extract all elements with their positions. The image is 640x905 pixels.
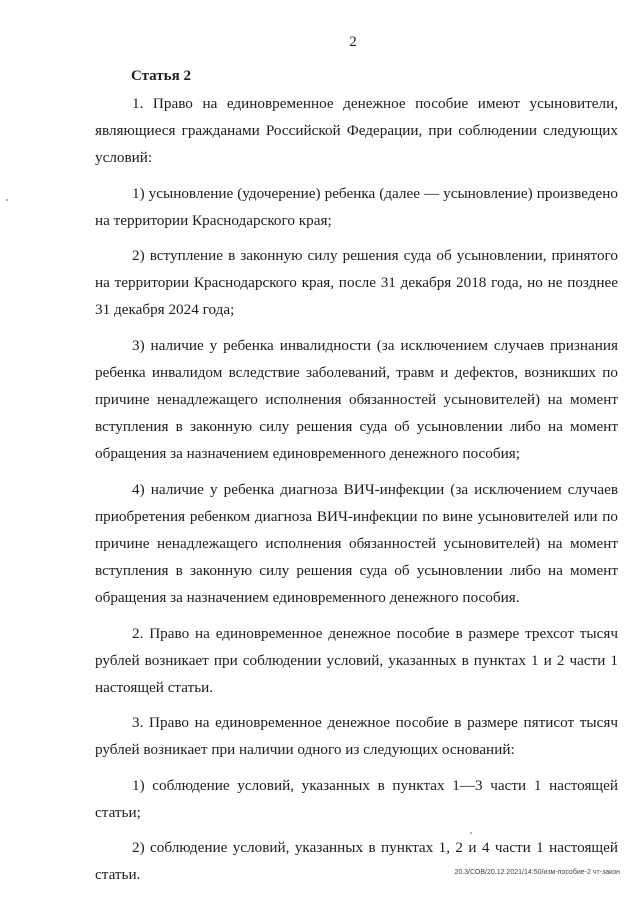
condition-2: 2) вступление в законную силу решения суда об усыновлении, принятого на территории Краснодарского края, после 31 декабря 2018 года, но не позднее 31 декабря 2024 года;: [95, 247, 618, 319]
page-number: 2: [349, 34, 357, 50]
condition-1: 1) усыновление (удочерение) ребенка (далее — усыновление) произведено на территории Краснодарского края;: [95, 184, 618, 229]
paragraph-3: 3. Право на единовременное денежное пособие в размере пятисот тысяч рублей возникает при наличии одного из следующих оснований:: [95, 714, 618, 759]
footer-code: 20.3/СОВ/20.12.2021/14:50/изм-пособие-2 чт-закон: [454, 869, 620, 876]
basis-1: 1) соблюдение условий, указанных в пунктах 1—3 части 1 настоящей статьи;: [95, 776, 618, 821]
basis-2: 2) соблюдение условий, указанных в пунктах 1, 2 и 4 части 1 настоящей статьи.: [95, 839, 618, 884]
article-body: [95, 90, 618, 896]
article-title: Статья 2: [131, 68, 191, 84]
condition-4: 4) наличие у ребенка диагноза ВИЧ-инфекции (за исключением случаев приобретения ребенком диагноза ВИЧ-инфекции по вине усыновителей или по причине ненадлежащего исполнения обязанностей усыновителей) на момент вступления в законную силу решения суда об усыновлении либо на момент обращения за назначением единовременного денежного пособия.: [95, 480, 618, 607]
scan-speck: [470, 832, 472, 834]
scan-speck: [6, 199, 8, 201]
paragraph-1: 1. Право на единовременное денежное пособие имеют усыновители, являющиеся гражданами Российской Федерации, при соблюдении следующих условий:: [95, 95, 618, 167]
paragraph-2: 2. Право на единовременное денежное пособие в размере трехсот тысяч рублей возникает при соблюдении условий, указанных в пунктах 1 и 2 части 1 настоящей статьи.: [95, 624, 618, 697]
condition-3: 3) наличие у ребенка инвалидности (за исключением случаев признания ребенка инвалидом вследствие заболеваний, травм и дефектов, возникших по причине ненадлежащего исполнения обязанностей усыновителей) на момент вступления в законную силу решения суда об усыновлении либо на момент обращения за назначением единовременного денежного пособия;: [95, 336, 618, 463]
